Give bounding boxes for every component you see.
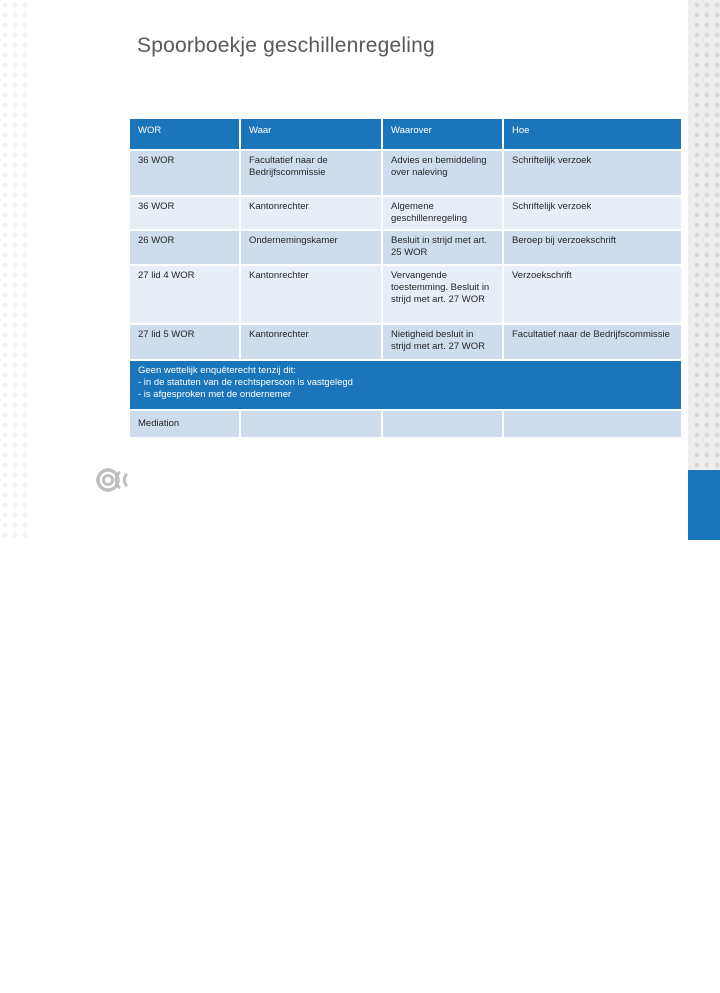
header-cell-hoe: Hoe	[503, 118, 682, 150]
table-cell: 36 WOR	[129, 150, 240, 196]
table-cell: Kantonrechter	[240, 265, 382, 324]
table-row	[129, 230, 682, 265]
table-cell: Schriftelijk verzoek	[503, 196, 682, 230]
page-number: 4	[704, 982, 710, 993]
table-cell: Beroep bij verzoekschrift	[503, 230, 682, 265]
table-cell-empty	[240, 410, 382, 438]
decorative-dots-left	[0, 0, 28, 540]
circles-logo-icon	[96, 465, 132, 495]
table-cell: Verzoekschrift	[503, 265, 682, 324]
table-cell: 26 WOR	[129, 230, 240, 265]
table-cell: Ondernemingskamer	[240, 230, 382, 265]
slide-title: Spoorboekje geschillenregeling	[137, 34, 435, 57]
table-row	[129, 150, 682, 196]
table-cell: 27 lid 5 WOR	[129, 324, 240, 360]
mediation-row	[129, 410, 682, 438]
header-cell-wor: WOR	[129, 118, 240, 150]
header-cell-waarover: Waarover	[382, 118, 503, 150]
note-line: Geen wettelijk enquêterecht tenzij dit:	[138, 365, 296, 376]
table-row	[129, 265, 682, 324]
table-row	[129, 324, 682, 360]
table-cell: Facultatief naar de Bedrijfscommissie	[503, 324, 682, 360]
table-header-row	[129, 118, 682, 150]
table-cell: Facultatief naar de Bedrijfscommissie	[240, 150, 382, 196]
table-cell: Kantonrechter	[240, 196, 382, 230]
table-cell-empty	[503, 410, 682, 438]
table-cell: 36 WOR	[129, 196, 240, 230]
table-cell: Kantonrechter	[240, 324, 382, 360]
table-cell: Besluit in strijd met art. 25 WOR	[382, 230, 503, 265]
note-line: - in de statuten van de rechtspersoon is vastgelegd	[138, 377, 353, 388]
mediation-cell: Mediation	[129, 410, 240, 438]
enquete-note	[129, 360, 682, 410]
table-cell: Advies en bemiddeling over naleving	[382, 150, 503, 196]
table-cell: Vervangende toestemming. Besluit in strijd met art. 27 WOR	[382, 265, 503, 324]
table-cell: Algemene geschillenregeling	[382, 196, 503, 230]
table-cell-empty	[382, 410, 503, 438]
decorative-dots-right	[692, 0, 720, 540]
table-cell: 27 lid 4 WOR	[129, 265, 240, 324]
page-number-tab	[688, 470, 720, 993]
dispute-table	[128, 117, 683, 439]
note-line: - is afgesproken met de ondernemer	[138, 389, 292, 400]
table-row	[129, 196, 682, 230]
table-note-row	[129, 360, 682, 410]
table-cell: Schriftelijk verzoek	[503, 150, 682, 196]
header-cell-waar: Waar	[240, 118, 382, 150]
table-cell: Nietigheid besluit in strijd met art. 27 WOR	[382, 324, 503, 360]
